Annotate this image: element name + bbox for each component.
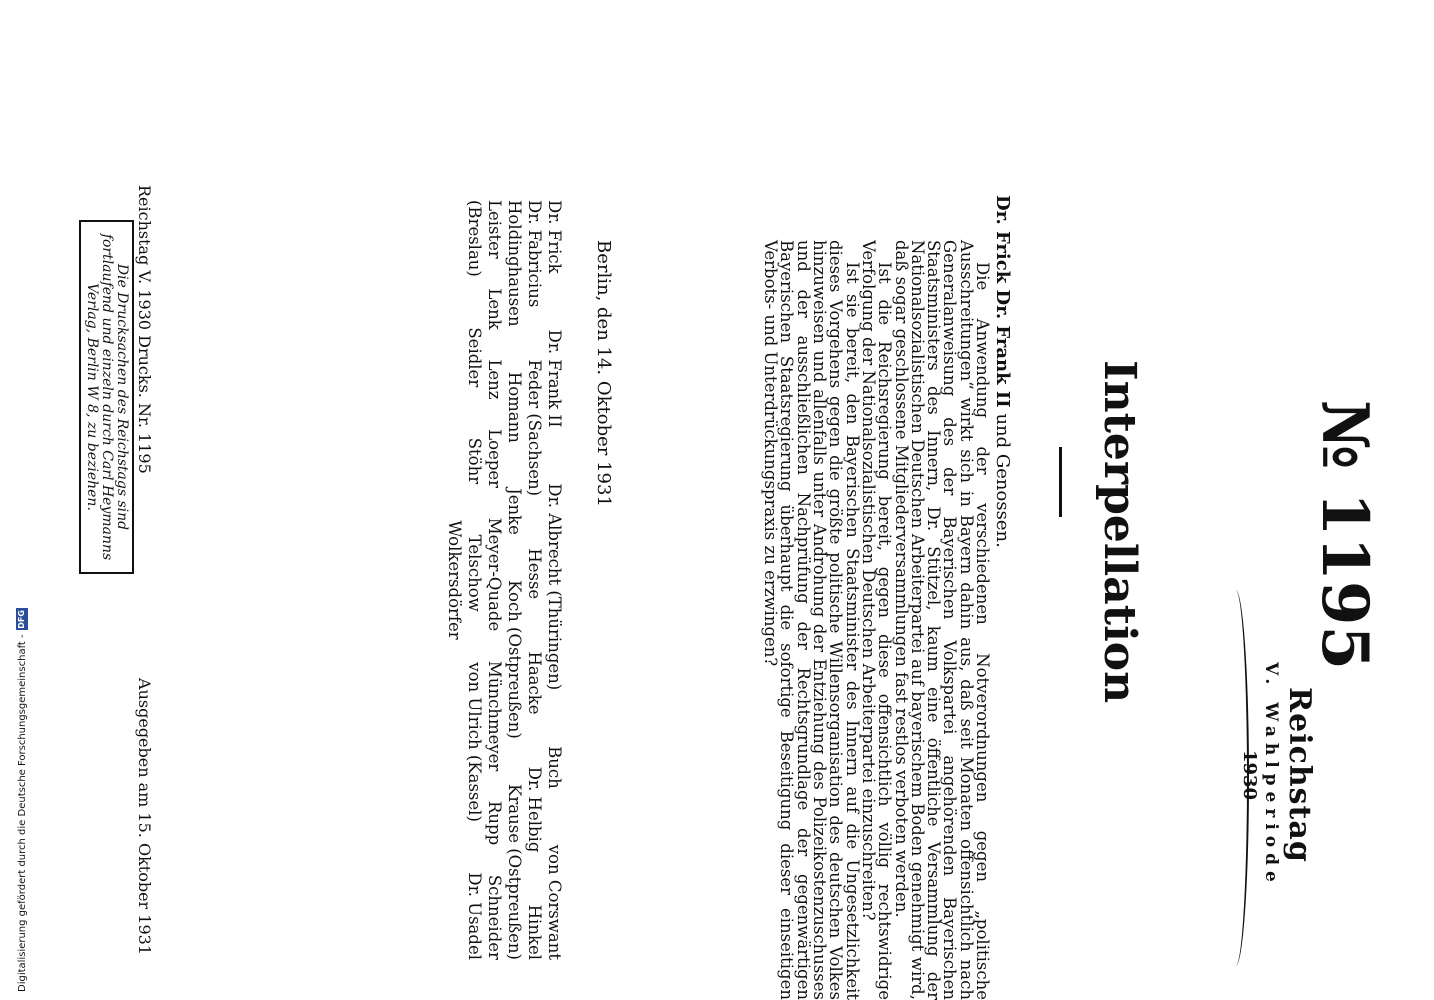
signatory: Leister	[485, 200, 504, 259]
submitter-suffix: und Genossen.	[992, 413, 1013, 548]
submitters-line	[990, 195, 1014, 955]
signatories	[444, 200, 564, 960]
footer-print-number: Reichstag V. 1930 Drucks. Nr. 1195	[135, 185, 154, 474]
masthead-org: Reichstag	[1282, 687, 1317, 863]
signatory: Jenke	[505, 488, 524, 535]
signatory: Dr. Albrecht (Thüringen)	[545, 483, 564, 691]
signatory: Dr. Frick	[545, 200, 564, 274]
dfg-logo-icon: DFG	[17, 610, 26, 629]
document-number: № 1195	[1307, 400, 1382, 670]
signatory: Dr. Helbig	[525, 766, 544, 853]
title-rule	[1059, 447, 1062, 517]
signatory: Homann	[505, 371, 524, 443]
credit-text: Digitalisierung gefördert durch die Deutsche Forschungsgemeinschaft -	[16, 634, 28, 992]
signatory-row	[544, 200, 564, 960]
signatory: (Breslau)	[465, 200, 484, 277]
signatory: Buch	[545, 746, 564, 789]
signatory: Meyer-Quade	[485, 517, 504, 632]
footer-note-box: Die Drucksachen des Reichstags sind fortlaufend und einzeln durch Carl Heymanns Verlag, Berlin W 8, zu beziehen.	[79, 220, 134, 574]
signatory: Rupp	[485, 801, 504, 846]
document-title: Interpellation	[1094, 360, 1145, 704]
signatory-row	[524, 200, 544, 960]
masthead	[1238, 575, 1316, 975]
masthead-year: 1930	[1239, 749, 1260, 801]
interpellation-body	[762, 240, 990, 1000]
signatory: Schneider	[485, 874, 504, 960]
masthead-term: V. Wahlperiode	[1261, 662, 1281, 888]
signatory: Dr. Fabricius	[525, 200, 544, 308]
digitization-credit	[12, 582, 32, 992]
footer-issue-date: Ausgegeben am 15. Oktober 1931	[135, 678, 154, 955]
signatory: Seidler	[465, 327, 484, 388]
body-paragraph: Ist sie bereit, den Bayerischen Staatsminister des Innern auf die Ungesetzlichkeit dieses Vorgehens gegen die größte politische Willensorganisation des deutschen Volkes hinzuweisen und allenfalls unter Androhung der Entziehung des Polizeikostenzuschusses und der ausschließlichen Nachprüfung der Rechtsgrundlage der gegenwärtigen Bayerischen Staatsregierung überhaupt die sofortige Beseitigung dieser einseitigen Verbots- und Unterdrückungspraxis zu erzwingen?	[761, 240, 862, 1000]
signatory: von Ulrich (Kassel)	[465, 662, 484, 822]
signatory-row	[484, 200, 504, 960]
signatory: Telschow	[465, 534, 484, 612]
signatory: Stöhr	[465, 437, 484, 485]
signatory: Krause (Ostpreußen)	[505, 784, 524, 960]
signatory: Lenz	[485, 359, 504, 400]
signatory: Haacke	[525, 651, 544, 715]
signatory: Hesse	[525, 548, 544, 600]
signatory: von Corswant	[545, 844, 564, 960]
signatory: Holdinghausen	[505, 200, 524, 327]
body-paragraph: Die Anwendung der verschiedenen Notverordnungen gegen „politische Ausschreitungen“ wirkt sich in Bayern dahin aus, daß seit Monaten offensichtlich nach Generalanweisung des der Bayerischen Volkspartei angehörenden Bayerischen Staatsministers des Innern, Dr. Stützel, kaum eine öffentliche Versammlung der Nationalsozialistischen Deutschen Arbeiterpartei auf bayerischem Boden genehmigt wird, daß sogar geschlossene Mitgliederversammlungen fast restlos verboten werden.	[891, 240, 992, 1000]
footer-line	[134, 185, 154, 955]
signatory-row	[464, 200, 484, 960]
signatory: Dr. Usadel	[465, 872, 484, 960]
signatory: Münchmeyer	[485, 660, 504, 772]
signatory: Koch (Ostpreußen)	[505, 580, 524, 739]
signatory: Lenk	[485, 288, 504, 330]
place-date: Berlin, den 14. Oktober 1931	[593, 240, 614, 507]
submitter-names: Dr. Frick Dr. Frank II	[992, 195, 1013, 408]
signatory: Wolkersdörfer	[445, 520, 464, 640]
signatory: Feder (Sachsen)	[525, 359, 544, 497]
signatory: Hinkel	[525, 904, 544, 960]
signatory: Loeper	[485, 429, 504, 489]
signatory: Dr. Frank II	[545, 329, 564, 428]
signatory-row	[504, 200, 524, 960]
body-paragraph: Ist die Reichsregierung bereit, gegen diese offensichtlich völlig rechtswidrige Verfolgung der Nationalsozialistischen Deutschen Arbeiterpartei einzuschreiten?	[858, 240, 895, 1000]
